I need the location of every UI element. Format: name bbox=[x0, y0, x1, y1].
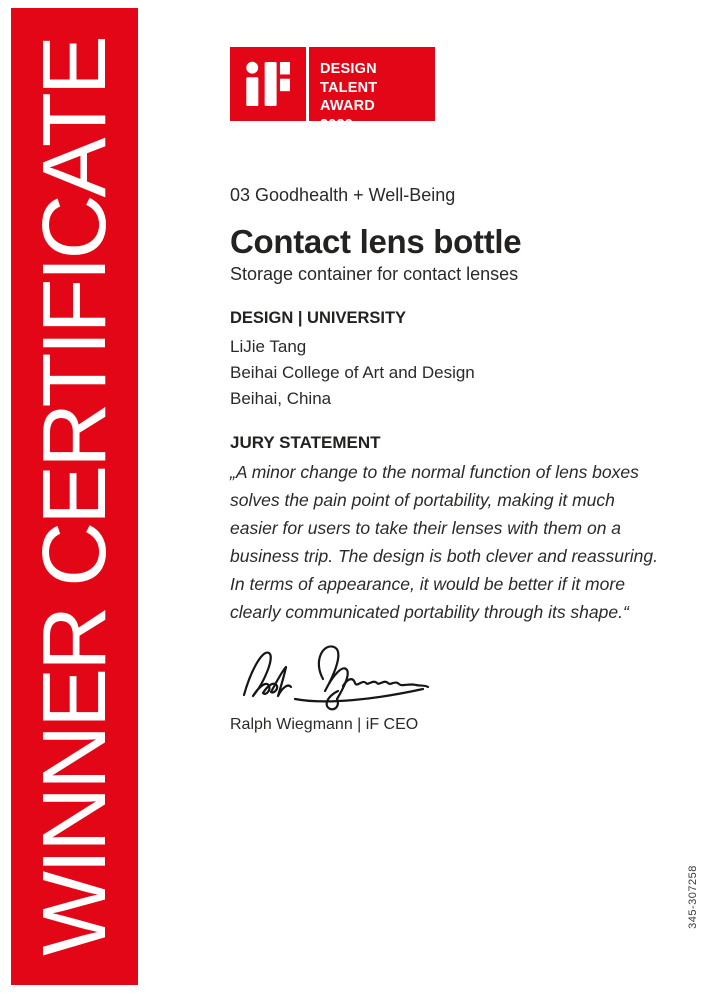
award-title-box bbox=[309, 47, 435, 133]
if-logo-mark bbox=[230, 47, 306, 121]
award-line-3: 2020 bbox=[320, 116, 354, 133]
jury-heading: JURY STATEMENT bbox=[230, 433, 381, 452]
jury-line: „A minor change to the normal function of lens boxes bbox=[230, 462, 639, 482]
designer-block bbox=[230, 334, 475, 412]
designer-institution: Beihai College of Art and Design bbox=[230, 363, 475, 382]
designer-name: LiJie Tang bbox=[230, 337, 307, 356]
jury-line: In terms of appearance, it would be better if it more bbox=[230, 574, 625, 594]
award-line-1: DESIGN bbox=[320, 61, 377, 77]
jury-statement bbox=[230, 458, 680, 626]
jury-line: solves the pain point of portability, making it much bbox=[230, 490, 615, 510]
signer-line: Ralph Wiegmann | iF CEO bbox=[230, 716, 419, 733]
product-subtitle: Storage container for contact lenses bbox=[230, 264, 519, 284]
category-line: 03 Goodhealth + Well-Being bbox=[230, 185, 456, 205]
signature-image bbox=[237, 638, 437, 718]
award-line-2: TALENT AWARD bbox=[320, 79, 378, 114]
designer-location: Beihai, China bbox=[230, 389, 332, 408]
signature bbox=[237, 638, 437, 718]
certificate-number: 345-307258 bbox=[687, 865, 699, 929]
if-award-logo bbox=[230, 47, 435, 133]
if-logo-icon bbox=[246, 61, 290, 107]
jury-line: easier for users to take their lenses with them on a bbox=[230, 518, 622, 538]
product-title: Contact lens bottle bbox=[230, 223, 522, 260]
jury-line: business trip. The design is both clever and reassuring. bbox=[230, 546, 659, 566]
winner-band-text: WINNER CERTIFICATE bbox=[24, 37, 125, 956]
discipline-heading: DESIGN | UNIVERSITY bbox=[230, 309, 407, 327]
jury-line: clearly communicated portability through its shape.“ bbox=[230, 602, 629, 622]
winner-band bbox=[11, 8, 138, 985]
